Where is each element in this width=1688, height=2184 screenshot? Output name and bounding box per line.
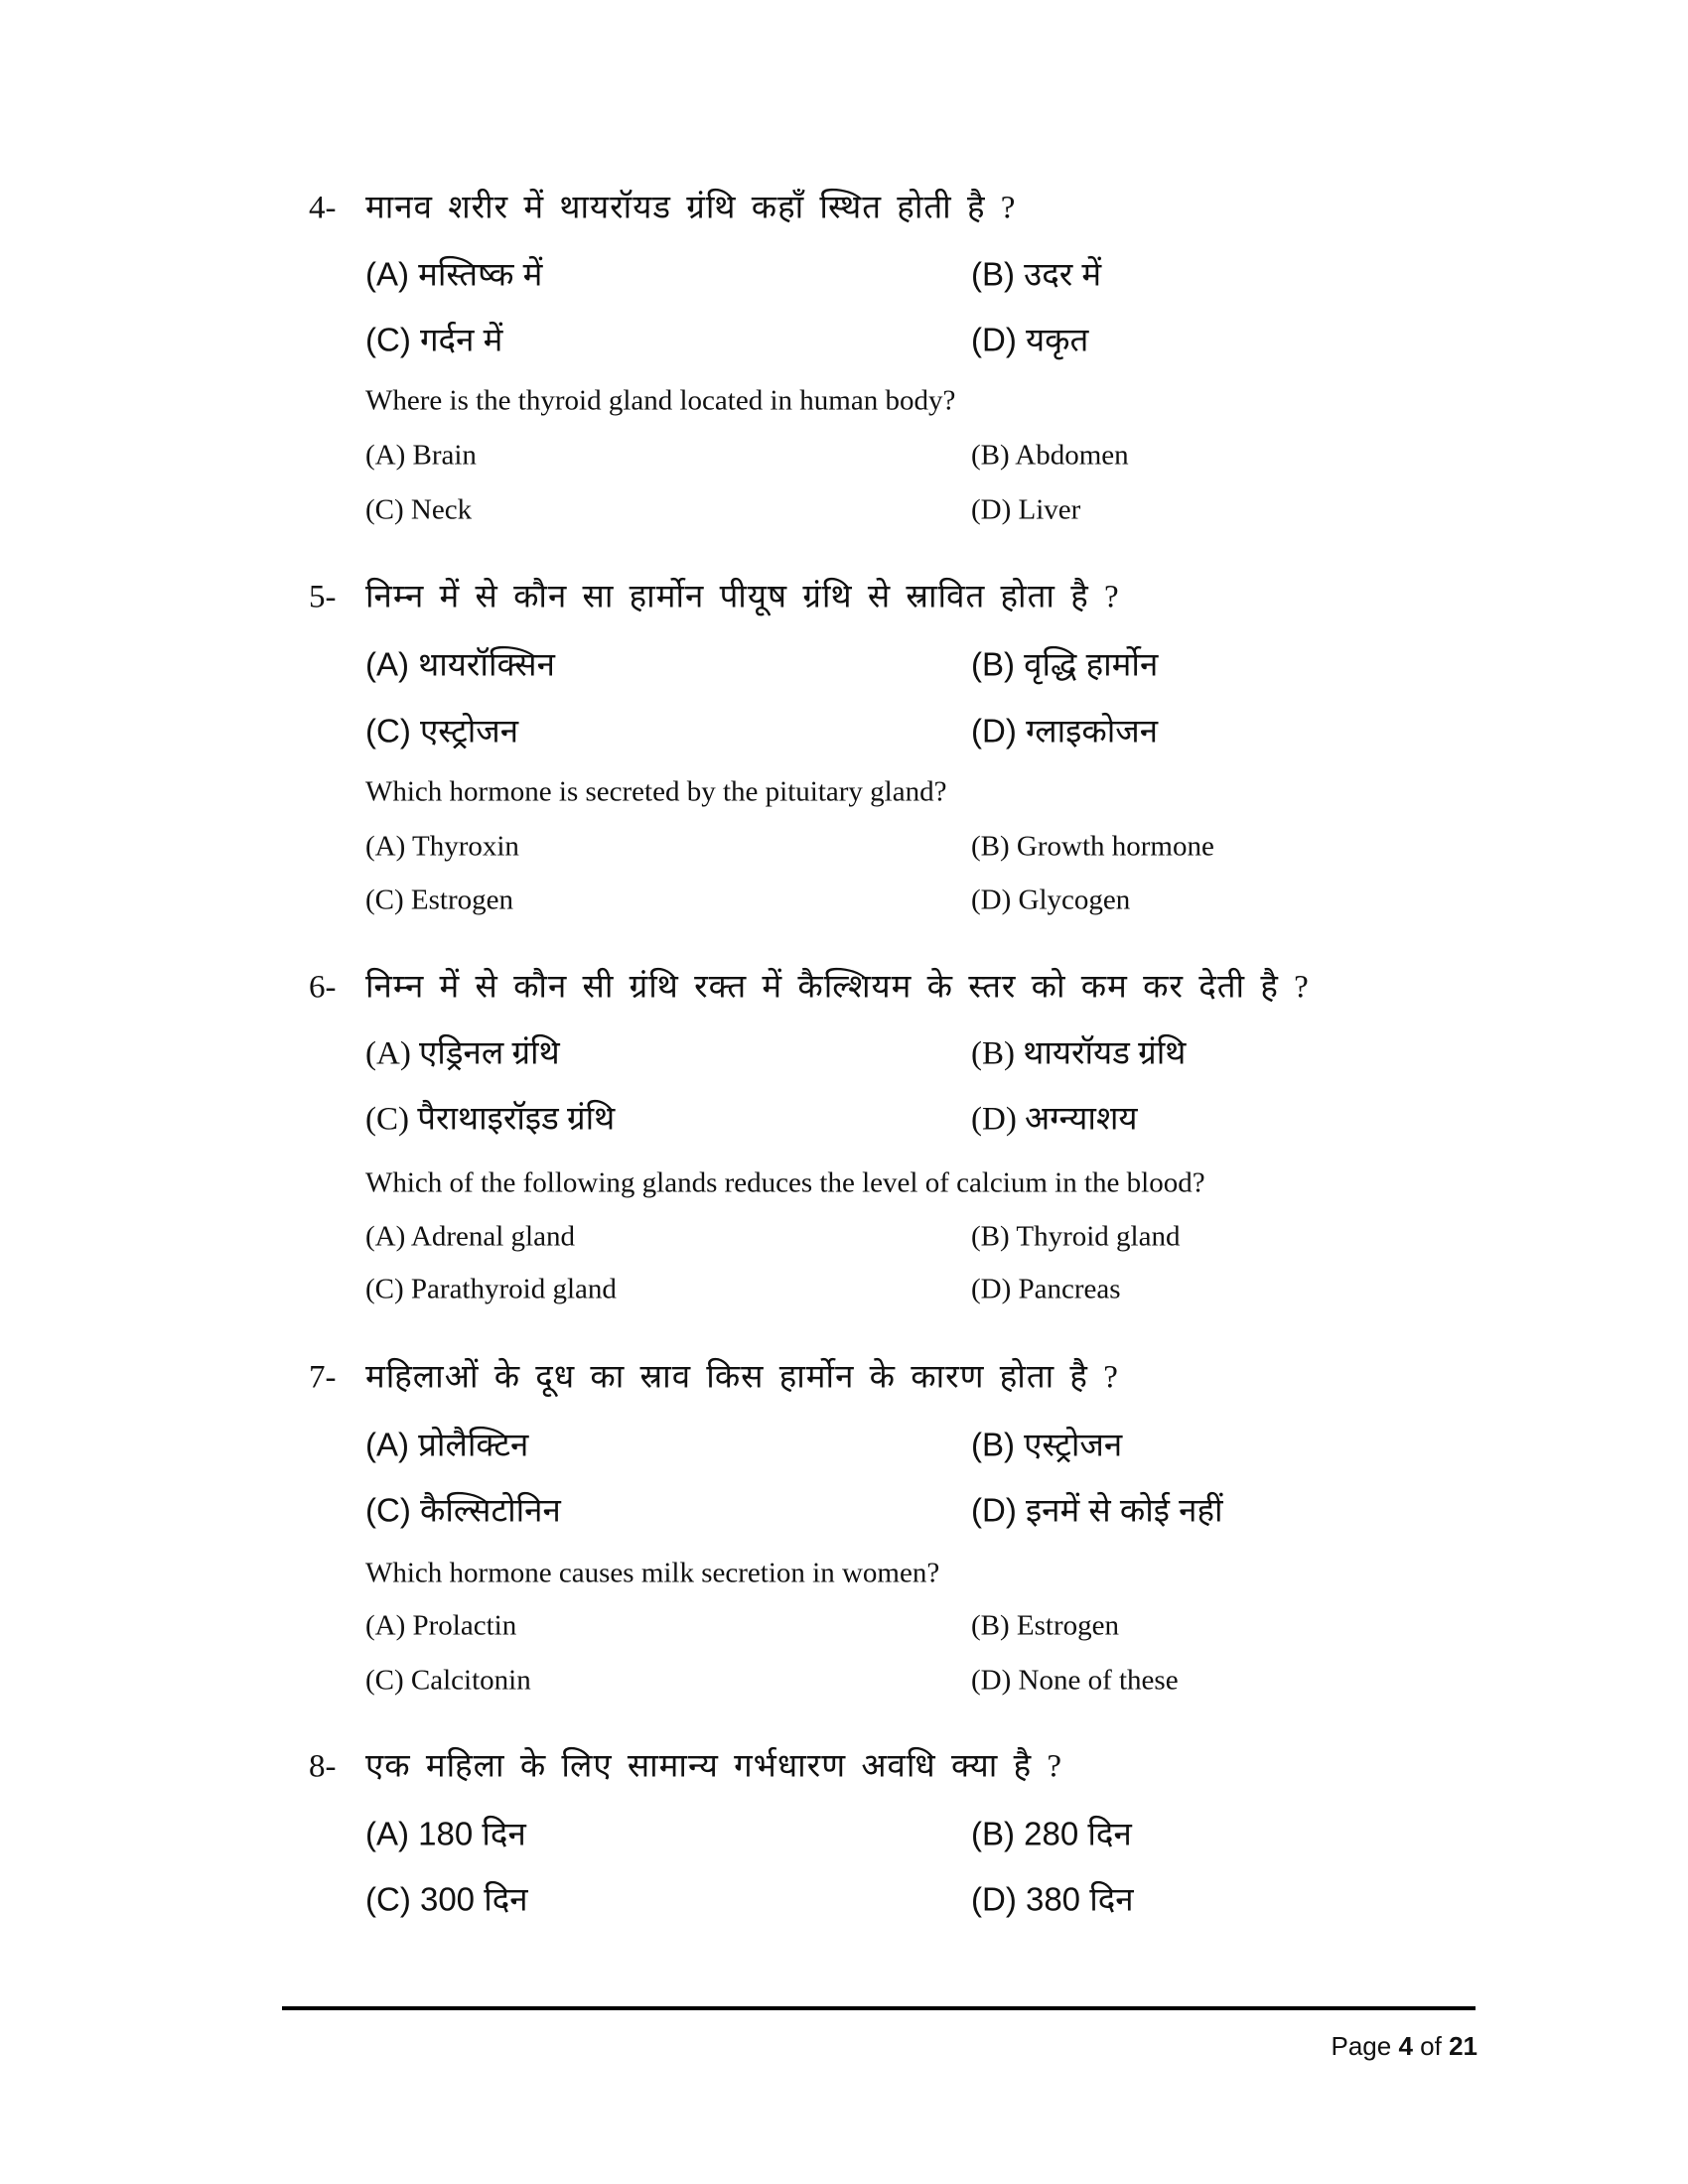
option-b-hindi: (B) थायरॉयड ग्रंथि	[971, 1035, 1187, 1072]
option-b-hindi: (B) एस्ट्रोजन	[971, 1426, 1123, 1463]
option-b-english: (B) Abdomen	[971, 439, 1129, 472]
question-text-hindi: निम्न में से कौन सा हार्मोन पीयूष ग्रंथि से स्रावित होता है ?	[365, 579, 1120, 615]
footer-divider	[282, 2006, 1476, 2010]
option-c-english: (C) Calcitonin	[365, 1664, 531, 1697]
option-a-english: (A) Adrenal gland	[365, 1220, 575, 1253]
option-d-english: (D) Pancreas	[971, 1273, 1121, 1305]
question-number: 7-	[309, 1359, 337, 1396]
question-number: 5-	[309, 579, 337, 615]
option-d-hindi: (D) इनमें से कोई नहीं	[971, 1491, 1223, 1529]
option-c-hindi: (C) एस्ट्रोजन	[365, 712, 519, 750]
page-number	[1331, 2031, 1477, 2062]
current-page: 4	[1398, 2031, 1413, 2061]
option-a-hindi: (A) प्रोलैक्टिन	[365, 1426, 529, 1463]
of-label: of	[1420, 2031, 1442, 2061]
option-c-hindi: (C) कैल्सिटोनिन	[365, 1491, 561, 1529]
option-d-english: (D) None of these	[971, 1664, 1179, 1697]
option-c-hindi: (C) 300 दिन	[365, 1880, 528, 1918]
option-b-hindi: (B) वृद्धि हार्मोन	[971, 645, 1159, 683]
question-text-hindi: महिलाओं के दूध का स्राव किस हार्मोन के कारण होता है ?	[365, 1359, 1119, 1396]
page-label: Page	[1331, 2031, 1392, 2061]
option-a-hindi: (A) एड्रिनल ग्रंथि	[365, 1035, 560, 1072]
option-d-english: (D) Liver	[971, 493, 1081, 526]
option-c-hindi: (C) पैराथाइरॉइड ग्रंथि	[365, 1101, 616, 1138]
question-text-hindi: मानव शरीर में थायरॉयड ग्रंथि कहाँ स्थित होती है ?	[365, 190, 1017, 226]
option-d-hindi: (D) अग्न्याशय	[971, 1101, 1138, 1138]
option-d-hindi: (D) ग्लाइकोजन	[971, 712, 1159, 750]
option-b-hindi: (B) 280 दिन	[971, 1815, 1132, 1852]
option-c-english: (C) Parathyroid gland	[365, 1273, 617, 1305]
option-d-hindi: (D) 380 दिन	[971, 1880, 1134, 1918]
question-text-hindi: निम्न में से कौन सी ग्रंथि रक्त में कैल्शियम के स्तर को कम कर देती है ?	[365, 969, 1310, 1006]
option-a-english: (A) Brain	[365, 439, 477, 472]
question-text-hindi: एक महिला के लिए सामान्य गर्भधारण अवधि क्या है ?	[365, 1748, 1062, 1785]
option-b-english: (B) Growth hormone	[971, 830, 1214, 863]
option-a-hindi: (A) मस्तिष्क में	[365, 255, 543, 293]
question-number: 6-	[309, 969, 337, 1006]
option-c-hindi: (C) गर्दन में	[365, 321, 503, 358]
option-d-english: (D) Glycogen	[971, 884, 1131, 916]
option-b-english: (B) Thyroid gland	[971, 1220, 1181, 1253]
option-b-hindi: (B) उदर में	[971, 255, 1102, 293]
total-pages: 21	[1449, 2031, 1477, 2061]
option-c-english: (C) Neck	[365, 493, 473, 526]
option-a-english: (A) Thyroxin	[365, 830, 519, 863]
question-text-english: Which of the following glands reduces the level of calcium in the blood?	[365, 1166, 1205, 1199]
question-text-english: Which hormone causes milk secretion in women?	[365, 1557, 940, 1589]
question-text-english: Where is the thyroid gland located in human body?	[365, 384, 956, 417]
option-a-hindi: (A) 180 दिन	[365, 1815, 526, 1852]
question-text-english: Which hormone is secreted by the pituitary gland?	[365, 775, 947, 808]
option-c-english: (C) Estrogen	[365, 884, 513, 916]
option-a-hindi: (A) थायरॉक्सिन	[365, 645, 555, 683]
option-a-english: (A) Prolactin	[365, 1609, 517, 1642]
question-number: 4-	[309, 190, 337, 226]
option-b-english: (B) Estrogen	[971, 1609, 1119, 1642]
question-number: 8-	[309, 1748, 337, 1785]
option-d-hindi: (D) यकृत	[971, 321, 1089, 358]
